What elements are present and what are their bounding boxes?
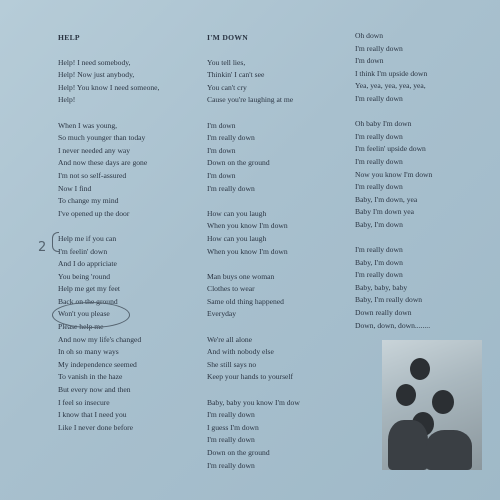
lyric-line: Like I never done before bbox=[58, 422, 134, 432]
lyric-line: Yea, yea, yea, yea, yea, bbox=[355, 81, 426, 91]
song-title-help: HELP bbox=[58, 33, 80, 42]
im-down-stanza-1 bbox=[207, 57, 300, 107]
lyric-line: In oh so many ways bbox=[58, 347, 119, 357]
im-down-stanza-3 bbox=[207, 208, 300, 258]
lyric-line: I'm really down bbox=[355, 270, 403, 280]
lyric-line: Oh baby I'm down bbox=[355, 119, 412, 129]
im-down-stanza-2 bbox=[207, 120, 300, 196]
photo-figure bbox=[410, 358, 430, 380]
lyric-line: Baby, I'm really down bbox=[355, 295, 423, 305]
help-stanza-2 bbox=[58, 120, 159, 221]
lyric-line: Baby, I'm down bbox=[355, 219, 403, 229]
lyric-line: Help! I need somebody, bbox=[58, 57, 131, 67]
lyric-line: I'm really down bbox=[355, 43, 403, 53]
lyric-line: Help! You know I need someone, bbox=[58, 82, 160, 92]
lyric-line: I'm really down bbox=[355, 93, 403, 103]
photo-figure bbox=[426, 430, 472, 470]
lyric-line: I'm down bbox=[355, 56, 384, 66]
lyric-line: Baby I'm down yea bbox=[355, 207, 414, 217]
lyric-line: Baby, I'm down, yea bbox=[355, 194, 418, 204]
lyric-line: Down on the ground bbox=[207, 158, 270, 168]
lyric-line: Please help me bbox=[58, 322, 104, 332]
lyric-line: To change my mind bbox=[58, 196, 119, 206]
continued-stanza-1 bbox=[355, 30, 432, 106]
lyric-line: Down on the ground bbox=[207, 448, 270, 457]
help-lyrics-column bbox=[58, 32, 159, 447]
continued-stanza-3 bbox=[355, 244, 432, 332]
help-stanza-1 bbox=[58, 57, 159, 107]
lyric-line: I'm really down bbox=[355, 182, 403, 192]
lyric-line: You being 'round bbox=[58, 271, 111, 281]
pencil-bracket-mark bbox=[52, 232, 59, 252]
lyric-line: Now you know I'm down bbox=[355, 169, 433, 179]
lyric-line: I'm really down bbox=[207, 435, 255, 445]
lyric-line: I guess I'm down bbox=[207, 422, 259, 432]
lyric-line: Help me if you can bbox=[58, 233, 117, 243]
lyric-line: You tell lies, bbox=[207, 57, 246, 67]
lyric-line: But every now and then bbox=[58, 385, 131, 395]
lyric-line: I'm really down bbox=[207, 133, 255, 143]
lyric-line: I've opened up the door bbox=[58, 208, 130, 218]
lyric-line: How can you laugh bbox=[207, 233, 267, 243]
lyric-line: I'm really down bbox=[355, 245, 403, 255]
lyric-line: I'm really down bbox=[355, 131, 403, 141]
lyric-line: Back on the ground bbox=[58, 296, 118, 306]
photo-figure bbox=[388, 420, 428, 470]
im-down-stanza-6 bbox=[207, 397, 300, 473]
photo-figure bbox=[396, 384, 416, 406]
lyric-line: Man buys one woman bbox=[207, 271, 275, 281]
lyric-line: Now I find bbox=[58, 183, 92, 193]
song-title-im-down: I'M DOWN bbox=[207, 33, 248, 42]
lyric-line: We're all alone bbox=[207, 334, 253, 344]
lyric-line: I'm down bbox=[207, 120, 236, 130]
lyric-line: I'm not so self-assured bbox=[58, 170, 127, 180]
lyric-line: Won't you please bbox=[58, 309, 110, 319]
lyric-line: I'm down bbox=[207, 145, 236, 155]
lyric-line: How can you laugh bbox=[207, 208, 267, 218]
lyric-line: Baby, I'm down bbox=[355, 257, 403, 267]
lyric-line: Clothes to wear bbox=[207, 284, 255, 294]
lyric-line: I think I'm upside down bbox=[355, 68, 428, 78]
lyric-line: I feel so insecure bbox=[58, 397, 110, 407]
lyric-line: I'm really down bbox=[207, 410, 255, 420]
continued-stanza-2 bbox=[355, 118, 432, 231]
lyric-line: When you know I'm down bbox=[207, 246, 288, 256]
lyric-line: Baby, baby, baby bbox=[355, 282, 408, 292]
lyric-line: My independence seemed bbox=[58, 359, 137, 369]
pencil-margin-number: 2 bbox=[38, 240, 47, 255]
lyric-line: I'm really down bbox=[355, 156, 403, 166]
pencil-circle-mark bbox=[52, 302, 130, 328]
lyric-line: Same old thing happened bbox=[207, 296, 284, 306]
lyric-line: I'm feelin' upside down bbox=[355, 144, 426, 154]
lyric-line: Thinkin' I can't see bbox=[207, 70, 265, 80]
lyric-line: I'm down bbox=[207, 170, 236, 180]
lyric-line: Oh down bbox=[355, 31, 384, 40]
lyric-line: And with nobody else bbox=[207, 347, 274, 357]
photo-figure bbox=[432, 390, 454, 414]
lyric-line: I'm really down bbox=[207, 183, 255, 193]
lyric-line: And I do appriciate bbox=[58, 259, 117, 269]
lyric-line: Down, down, down........ bbox=[355, 320, 431, 330]
lyric-line: Help! Now just anybody, bbox=[58, 70, 135, 80]
lyric-line: When you know I'm down bbox=[207, 221, 288, 231]
lyric-line: She still says no bbox=[207, 359, 257, 369]
im-down-stanza-5 bbox=[207, 334, 300, 384]
lyric-line: And now my life's changed bbox=[58, 334, 142, 344]
lyric-line: Cause you're laughing at me bbox=[207, 95, 294, 105]
im-down-lyrics-column bbox=[207, 32, 300, 485]
im-down-continued-column bbox=[355, 30, 432, 345]
lyric-line: I'm feelin' down bbox=[58, 246, 108, 256]
lyric-line: Keep your hands to yourself bbox=[207, 372, 294, 382]
lyric-line: Help! bbox=[58, 95, 76, 105]
lyric-line: Everyday bbox=[207, 309, 237, 319]
lyric-line: I never needed any way bbox=[58, 145, 131, 155]
lyric-line: Down really down bbox=[355, 308, 412, 318]
lyric-line: Baby, baby you know I'm dow bbox=[207, 397, 300, 407]
lyric-line: And now these days are gone bbox=[58, 158, 148, 168]
lyric-line: I know that I need you bbox=[58, 410, 127, 420]
help-stanza-3 bbox=[58, 233, 159, 435]
lyric-line: Help me get my feet bbox=[58, 284, 120, 294]
lyric-line: I'm really down bbox=[207, 460, 255, 470]
band-photo bbox=[382, 340, 482, 470]
lyric-line: You can't cry bbox=[207, 82, 247, 92]
lyric-line: When I was young, bbox=[58, 120, 118, 130]
lyric-line: So much younger than today bbox=[58, 133, 146, 143]
im-down-stanza-4 bbox=[207, 271, 300, 321]
lyric-line: To vanish in the haze bbox=[58, 372, 123, 382]
